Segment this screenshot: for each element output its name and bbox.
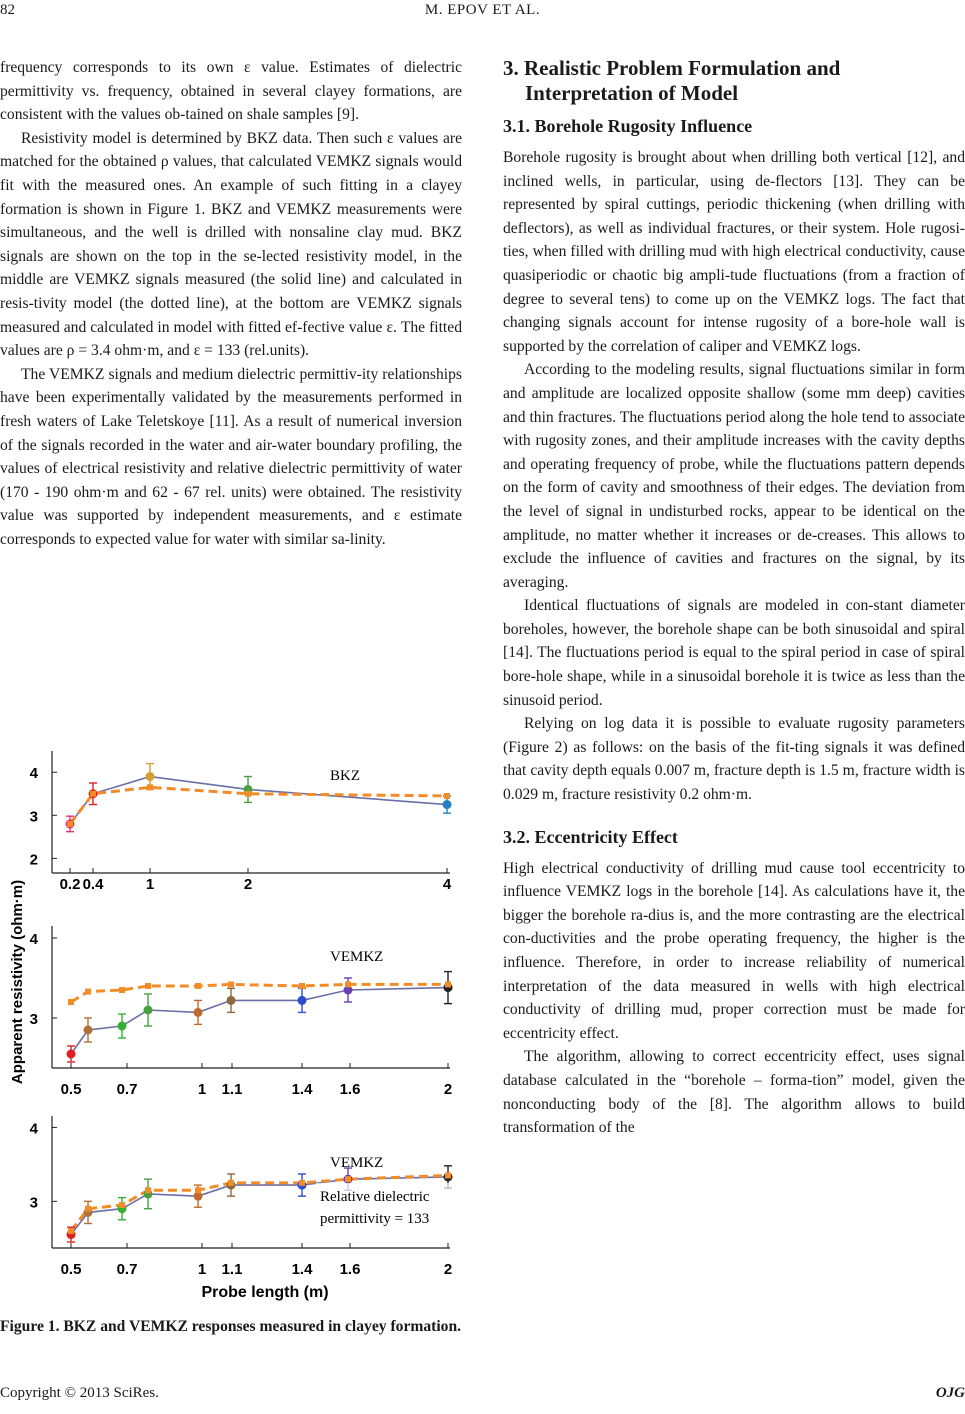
calc-point	[67, 821, 73, 827]
data-point	[194, 1008, 203, 1017]
data-point	[146, 772, 155, 781]
x-tick-label: 0.7	[116, 1261, 138, 1278]
x-tick-label: 0.4	[82, 876, 104, 893]
panel-title: BKZ	[330, 768, 360, 784]
paragraph: The algorithm, allowing to correct eccentricity effect, uses signal database calculated in the “borehole – forma-tion” model, given the nonconducting body of the [8]. The algorithm allows to build transformation of the	[503, 1048, 965, 1137]
calc-point	[299, 983, 305, 989]
calculated-series-line	[70, 787, 447, 824]
calc-point	[195, 983, 201, 989]
x-tick-label: 1.6	[339, 1081, 361, 1098]
calc-point	[119, 1202, 125, 1208]
calc-point	[345, 981, 351, 987]
paragraph: High electrical conductivity of drilling mud cause tool eccentricity to influence VEMKZ logs in the borehole [14]. As calculations have it, the bigger the borehole ra-dius is, and the more contrasting are the electrical con-ductivities and the probe operating frequency, the higher is the influence. Therefore, in order to increase reliability of numerical interpretation of the data measured in wells with high electrical conductivity of drilling mud, proper correction must be made for eccentricity effect.	[503, 859, 965, 1042]
journal-abbrev: OJG	[935, 1385, 965, 1401]
x-tick-label: 1.6	[339, 1261, 361, 1278]
calc-point	[145, 983, 151, 989]
x-tick-label: 0.7	[116, 1081, 138, 1098]
x-tick-label: 1.1	[221, 1261, 243, 1278]
x-tick-label: 0.2	[59, 876, 81, 893]
x-tick-label: 1.1	[221, 1081, 243, 1098]
y-tick-label: 4	[29, 765, 38, 783]
figure-1-chart	[0, 747, 462, 1307]
data-point	[67, 1050, 76, 1059]
figure-1	[0, 747, 462, 1307]
paragraph: According to the modeling results, signal fluctuations similar in form and amplitude are localized opposite shallow (some mm deep) cavities and thin fractures. The fluctuations period along the hole tend to associate with rugosity zones, and their amplitude increases with the cavity depths and operating frequency of probe, while the fluctuations pattern depends on the form of cavity and smoothness of their edges. The deviation from the level of signal in undisturbed rocks, appear to be identical on the amplitude, no matter whether it increases or de-creases. This allows to exclude the influence of cavities and fractures on the signal, by its averaging.	[503, 361, 965, 591]
running-title: M. EPOV ET AL.	[424, 2, 541, 18]
annotation-text: permittivity = 133	[320, 1211, 430, 1227]
calc-point	[245, 791, 251, 797]
calc-point	[228, 981, 234, 987]
y-tick-label: 3	[29, 1011, 38, 1028]
paragraph: Relying on log data it is possible to evaluate rugosity parameters (Figure 2) as follows: on the basis of the fit-ting signals it was defined that cavity depth equals 0.007 m, fracture depth is 1.5 m, fracture width is 0.029 m, fracture resistivity 0.2 ohm·m.	[503, 715, 965, 804]
calc-point	[68, 999, 74, 1005]
left-column	[0, 56, 462, 551]
copyright: Copyright © 2013 SciRes.	[0, 1385, 159, 1401]
panel-title: VEMKZ	[330, 949, 384, 965]
calc-point	[147, 784, 153, 790]
data-point	[443, 800, 452, 809]
y-axis-label: Apparent resistivity (ohm·m)	[9, 879, 26, 1085]
data-point	[144, 1006, 153, 1015]
x-tick-label: 1.4	[291, 1081, 313, 1098]
x-tick-label: 4	[442, 876, 452, 893]
page-header	[0, 0, 965, 30]
calc-point	[85, 1206, 91, 1212]
y-tick-label: 4	[29, 931, 38, 948]
paragraph: Borehole rugosity is brought about when drilling both vertical [12], and inclined wells, in particular, using de-flectors [13]. They can be represented by spiral cuttings, periodic thickening (when drilling with deflectors), as well as individual fractures, or their system. Hole rugosi-ties, when filled with drilling mud with high electrical conductivity, cause quasiperiodic or chaotic big ampli-tude fluctuations (from a fraction of degree to several tens) to come up on the VEMKZ logs. The fact that changing signals account for intense rugosity of a bore-hole wall is supported by the correlation of caliper and VEMKZ logs.	[503, 149, 965, 355]
x-tick-label: 1	[145, 876, 155, 893]
x-tick-label: 0.5	[60, 1081, 82, 1098]
x-axis-label: Probe length (m)	[201, 1284, 329, 1301]
subsection-heading: 3.2. Eccentricity Effect	[503, 826, 678, 847]
calc-point	[85, 989, 91, 995]
paragraph: Identical fluctuations of signals are modeled in con-stant diameter boreholes, however, the borehole shape can be both sinusoidal and spiral [14]. The fluctuations period is equal to the spiral period in case of spiral bore-hole shape, while in a sinusoidal borehole it is twice as less than the sinusoid period.	[503, 597, 965, 709]
right-column	[503, 56, 965, 1140]
data-point	[227, 996, 236, 1005]
calc-point	[90, 791, 96, 797]
calc-point	[444, 793, 450, 799]
paragraph: frequency corresponds to its own ε value. Estimates of dielectric permittivity vs. frequency, obtained in several clayey formations, are consistent with the values ob-tained on shale samples [9].	[0, 59, 462, 124]
calc-point	[345, 1176, 351, 1182]
data-point	[118, 1022, 127, 1031]
data-point	[84, 1026, 93, 1035]
measured-series-line	[70, 777, 447, 824]
y-tick-label: 3	[29, 1194, 38, 1212]
x-tick-label: 1	[197, 1261, 207, 1278]
y-tick-label: 3	[29, 808, 38, 826]
paragraph: The VEMKZ signals and medium dielectric permittiv-ity relationships have been experimentally validated by the measurements performed in fresh waters of Lake Teletskoye [11]. As a result of numerical inversion of the signals recorded in the water and air-water boundary profiling, the values of electrical resistivity and relative dielectric permittivity of water (170 - 190 ohm·m and 62 - 67 rel. units) were obtained. The resistivity value was supported by independent measurements, and ε estimate corresponds to expected value for water with similar sa-linity.	[0, 365, 462, 548]
section-heading	[503, 56, 965, 106]
x-tick-label: 2	[443, 1261, 453, 1278]
page-number: 82	[0, 2, 15, 18]
paragraph: Resistivity model is determined by BKZ data. Then such ε values are matched for the obtained ρ values, that calculated VEMKZ signals would fit with the measured ones. An example of such fitting in a clayey formation is shown in Figure 1. BKZ and VEMKZ measurements were simultaneous, and the well is drilled with nonsaline clay mud. BKZ signals are shown on the top in the se-lected resistivity model, in the middle are VEMKZ signals measured (the solid line) and calculated in resis-tivity model (the dotted line), at the bottom are VEMKZ signals measured and calculated in model with fitted ef-fective value ε. The fitted values are ρ = 3.4 ohm·m, and ε = 133 (rel.units).	[0, 129, 462, 360]
annotation-text: Relative dielectric	[320, 1189, 430, 1205]
calc-point	[68, 1228, 74, 1234]
measured-series-line	[71, 988, 448, 1054]
calc-point	[145, 1187, 151, 1193]
calc-point	[119, 987, 125, 993]
x-tick-label: 0.5	[60, 1261, 82, 1278]
x-tick-label: 2	[443, 1081, 453, 1098]
y-tick-label: 4	[29, 1120, 38, 1138]
calc-point	[445, 981, 451, 987]
panel-title: VEMKZ	[330, 1155, 384, 1171]
section-heading-line-1: 3. Realistic Problem Formulation and	[503, 56, 841, 80]
calc-point	[445, 1172, 451, 1178]
figure-caption: Figure 1. BKZ and VEMKZ responses measured in clayey formation.	[0, 1318, 462, 1335]
x-tick-label: 2	[243, 876, 253, 893]
calc-point	[195, 1187, 201, 1193]
x-tick-label: 1	[197, 1081, 207, 1098]
calc-point	[299, 1180, 305, 1186]
y-tick-label: 2	[29, 851, 38, 869]
subsection-heading: 3.1. Borehole Rugosity Influence	[503, 116, 753, 136]
section-heading-line-2: Interpretation of Model	[525, 81, 739, 105]
x-tick-label: 1.4	[291, 1261, 313, 1278]
data-point	[298, 996, 307, 1005]
calc-point	[228, 1180, 234, 1186]
calculated-series-line	[71, 984, 448, 1002]
